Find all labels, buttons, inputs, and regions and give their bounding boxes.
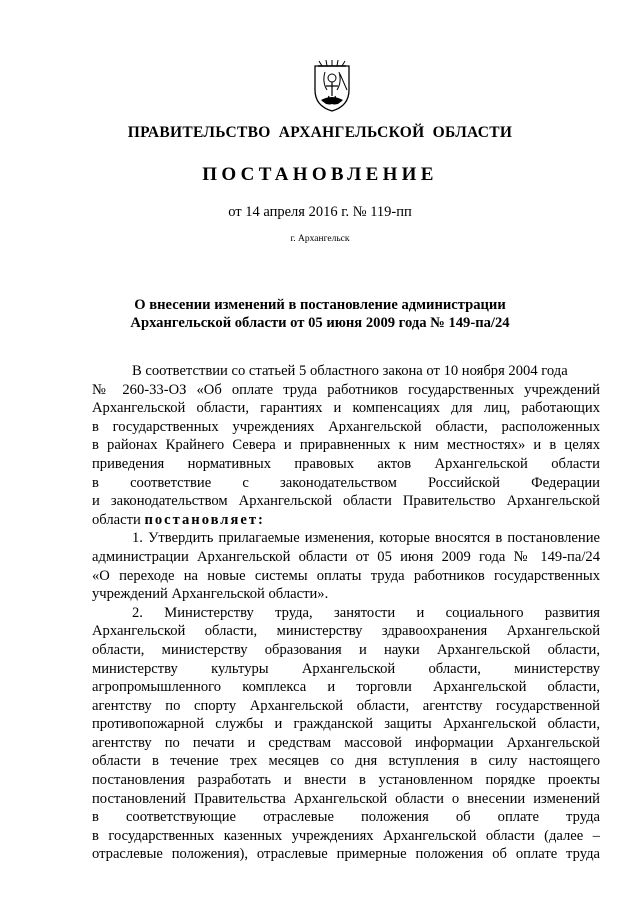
body-line: Архангельской области, гарантиях и компенсациях для лиц, работающих <box>92 400 600 417</box>
body-line: области в течение трех месяцев со дня вступления в силу настоящего <box>92 753 600 770</box>
body-line: приведения нормативных правовых актов Архангельской области <box>92 455 600 472</box>
body-line: администрации Архангельской области от 05 июня 2009 года № 149-па/24 <box>92 548 600 565</box>
body-line: агентству по спорту Архангельской области, агентству государственной <box>92 697 600 714</box>
document-place: г. Архангельск <box>290 234 350 244</box>
body-line <box>92 511 600 530</box>
document-title-line: О внесении изменений в постановление администрации <box>134 297 506 313</box>
body-line: В соответствии со статьей 5 областного закона от 10 ноября 2004 года <box>132 363 568 379</box>
body-line: области, министерству образования и науки Архангельской области, <box>92 641 600 658</box>
body-line: постановления разработать и внести в установленном порядке проекты <box>92 772 600 789</box>
body-line: постановлений Правительства Архангельской области о внесении изменений <box>92 790 600 807</box>
body-line: Архангельской области, министерству здравоохранения Архангельской <box>92 623 600 640</box>
document-title-line: Архангельской области от 05 июня 2009 года № 149-па/24 <box>130 315 510 331</box>
body-line: учреждений Архангельской области». <box>92 586 329 603</box>
document-date-number: от 14 апреля 2016 г. № 119-пп <box>228 204 412 220</box>
body-line: в соответствующие отраслевые положения об оплате труда <box>92 809 600 826</box>
document-title <box>0 296 640 332</box>
body-line: в государственных казенных учреждениях Архангельской области (далее – <box>92 827 600 844</box>
government-name: ПРАВИТЕЛЬСТВО АРХАНГЕЛЬСКОЙ ОБЛАСТИ <box>127 124 513 141</box>
body-line: отраслевые положения), отраслевые примерные положения об оплате труда <box>92 846 600 863</box>
body-line: 1. Утвердить прилагаемые изменения, которые вносятся в постановление <box>132 530 600 547</box>
body-line: № 260-33-ОЗ «Об оплате труда работников государственных учреждений <box>92 381 600 398</box>
body-line: в районах Крайнего Севера и приравненных к ним местностях» и в целях <box>92 437 600 454</box>
body-line: министерству культуры Архангельской области, министерству <box>92 660 600 677</box>
decree-word: постановляет: <box>144 511 265 528</box>
document-body <box>92 362 600 864</box>
body-line: в соответствие с законодательством Российской Федерации <box>92 474 600 491</box>
body-line: агропромышленного комплекса и торговли Архангельской области, <box>92 679 600 696</box>
document-type: ПОСТАНОВЛЕНИЕ <box>202 164 438 185</box>
body-line: агентству по печати и средствам массовой информации Архангельской <box>92 734 600 751</box>
body-line: «О переходе на новые системы оплаты труда работников государственных <box>92 567 600 584</box>
body-line: 2. Министерству труда, занятости и социального развития <box>132 604 600 621</box>
body-line: в государственных учреждениях Архангельской области, расположенных <box>92 418 600 435</box>
body-line: и законодательством Архангельской области Правительство Архангельской <box>92 493 600 510</box>
coat-of-arms-icon <box>313 60 351 112</box>
body-line-text: области <box>92 511 141 528</box>
body-line: противопожарной службы и гражданской защиты Архангельской области, <box>92 716 600 733</box>
